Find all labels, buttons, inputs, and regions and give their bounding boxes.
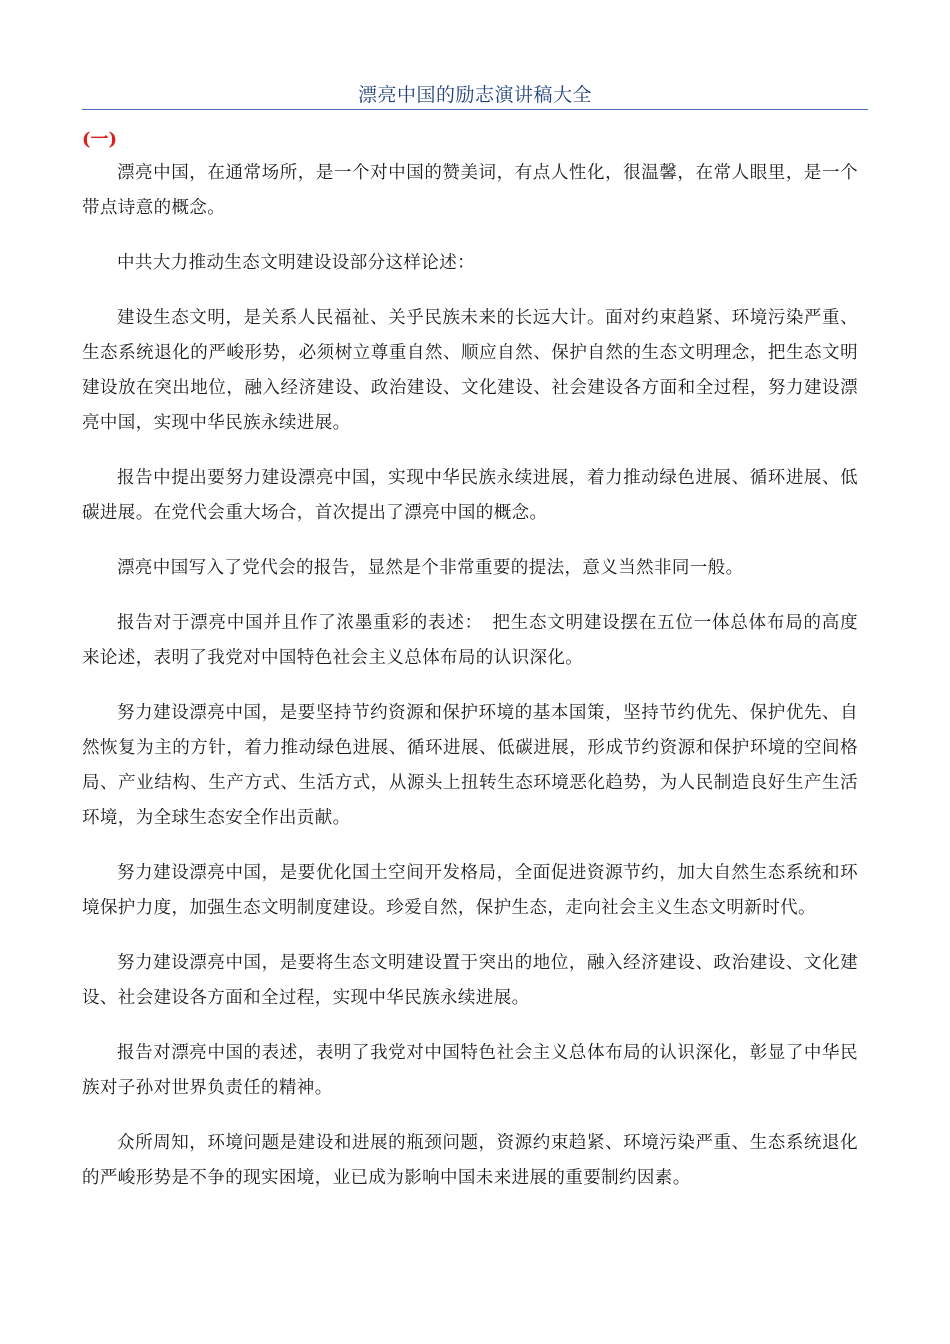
section-heading: (一) <box>82 129 118 150</box>
paragraph-4: 报告中提出要努力建设漂亮中国，实现中华民族永续进展，着力推动绿色进展、循环进展、低碳进展。在党代会重大场合，首次提出了漂亮中国的概念。 <box>82 468 858 523</box>
paragraph-7: 努力建设漂亮中国，是要坚持节约资源和保护环境的基本国策，坚持节约优先、保护优先、自然恢复为主的方针，着力推动绿色进展、循环进展、低碳进展，形成节约资源和保护环境的空间格局、产业结构、生产方式、生活方式，从源头上扭转生态环境恶化趋势，为人民制造良好生产生活环境，为全球生态安全作出贡献。 <box>82 703 858 828</box>
paragraph-1: 漂亮中国，在通常场所，是一个对中国的赞美词，有点人性化，很温馨，在常人眼里，是一个带点诗意的概念。 <box>82 163 858 218</box>
document-body <box>82 156 858 1216</box>
header-divider <box>82 109 868 110</box>
paragraph-11: 众所周知，环境问题是建设和进展的瓶颈问题，资源约束趋紧、环境污染严重、生态系统退化的严峻形势是不争的现实困境，业已成为影响中国未来进展的重要制约因素。 <box>82 1133 858 1188</box>
paragraph-10: 报告对漂亮中国的表述，表明了我党对中国特色社会主义总体布局的认识深化，彰显了中华民族对子孙对世界负责任的精神。 <box>82 1043 858 1098</box>
paragraph-9: 努力建设漂亮中国，是要将生态文明建设置于突出的地位，融入经济建设、政治建设、文化建设、社会建设各方面和全过程，实现中华民族永续进展。 <box>82 953 858 1008</box>
page-title: 漂亮中国的励志演讲稿大全 <box>357 84 592 106</box>
paragraph-3: 建设生态文明，是关系人民福祉、关乎民族未来的长远大计。面对约束趋紧、环境污染严重、生态系统退化的严峻形势，必须树立尊重自然、顺应自然、保护自然的生态文明理念，把生态文明建设放在突出地位，融入经济建设、政治建设、文化建设、社会建设各方面和全过程，努力建设漂亮中国，实现中华民族永续进展。 <box>82 308 858 433</box>
paragraph-8: 努力建设漂亮中国，是要优化国土空间开发格局，全面促进资源节约，加大自然生态系统和环境保护力度，加强生态文明制度建设。珍爱自然，保护生态，走向社会主义生态文明新时代。 <box>82 863 858 918</box>
paragraph-5: 漂亮中国写入了党代会的报告，显然是个非常重要的提法，意义当然非同一般。 <box>117 558 744 578</box>
paragraph-6: 报告对于漂亮中国并且作了浓墨重彩的表述： 把生态文明建设摆在五位一体总体布局的高度来论述，表明了我党对中国特色社会主义总体布局的认识深化。 <box>82 613 858 668</box>
paragraph-2: 中共大力推动生态文明建设设部分这样论述： <box>117 253 475 273</box>
